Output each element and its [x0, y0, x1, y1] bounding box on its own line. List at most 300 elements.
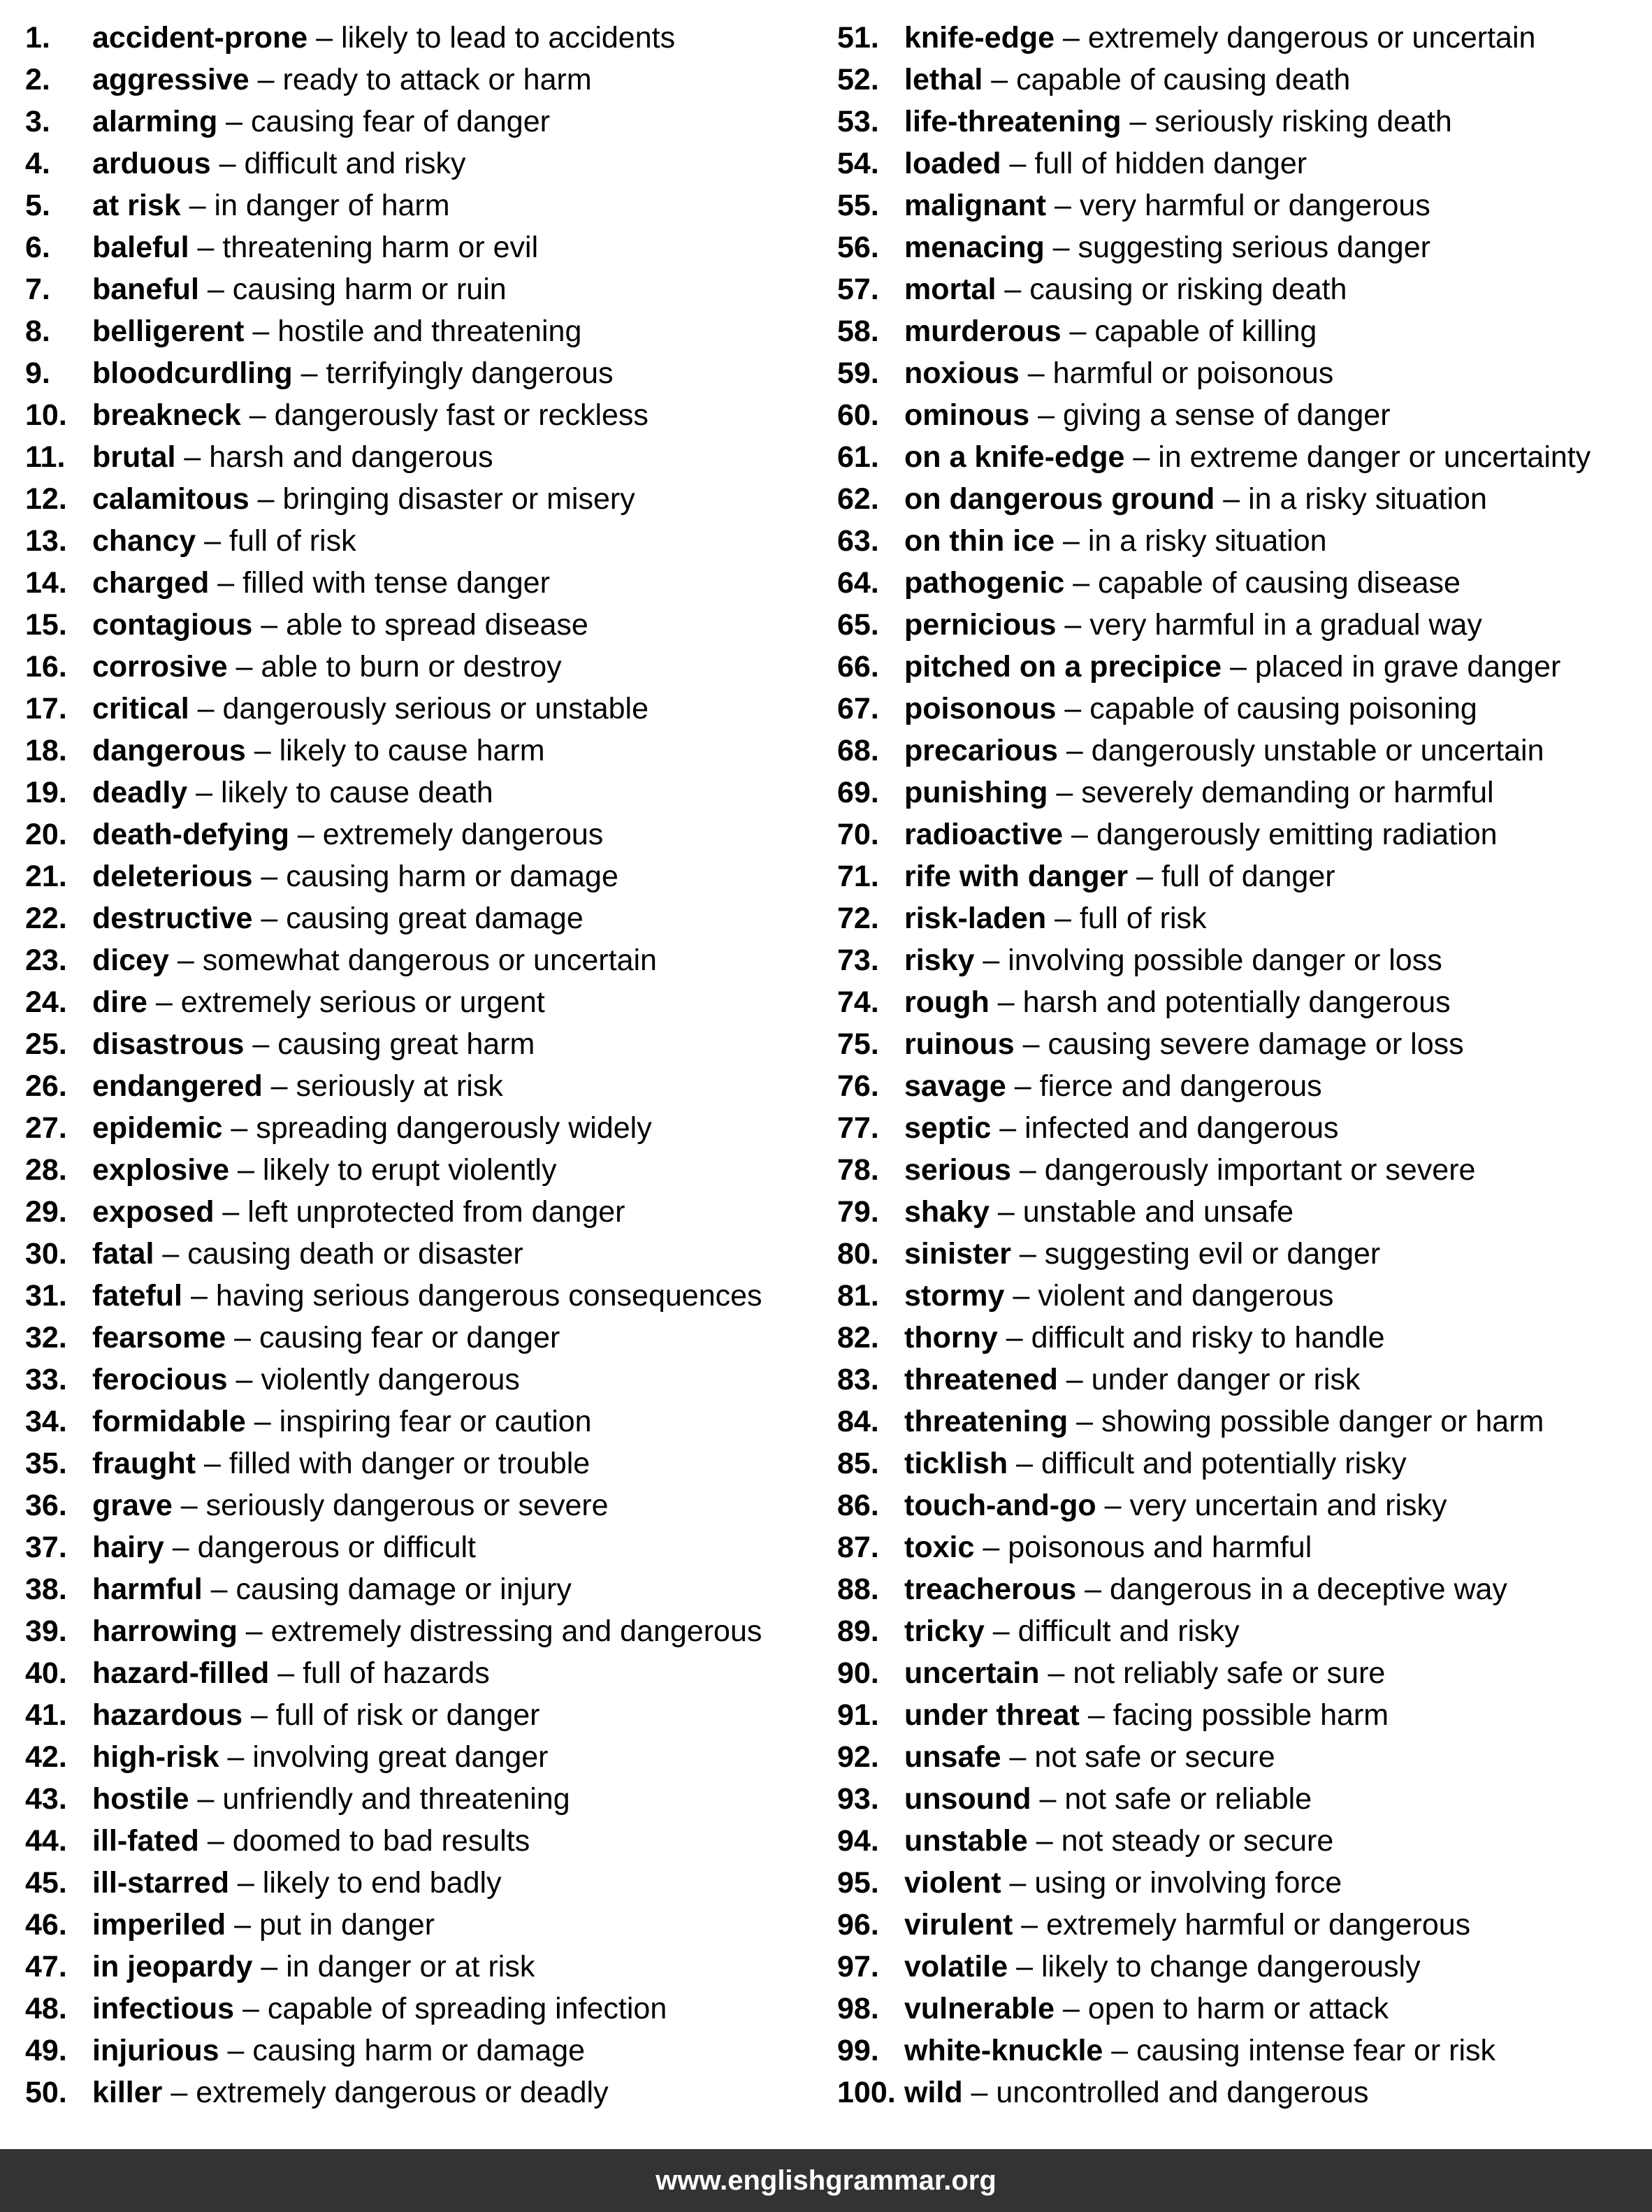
- item-text: [92, 981, 545, 1023]
- item-definition: full of risk: [1079, 902, 1207, 935]
- item-separator: –: [154, 1237, 188, 1271]
- item-text: [904, 352, 1333, 394]
- item-separator: –: [1001, 147, 1035, 180]
- item-separator: –: [1055, 1992, 1088, 2025]
- item-separator: –: [962, 2076, 997, 2109]
- item-text: [904, 226, 1430, 268]
- item-separator: –: [991, 1111, 1025, 1145]
- item-separator: –: [252, 860, 287, 893]
- item-word: dangerous: [92, 734, 246, 767]
- item-separator: –: [1029, 398, 1063, 432]
- item-separator: –: [229, 1153, 263, 1187]
- item-text: [92, 1107, 652, 1149]
- item-text: [904, 1988, 1389, 2030]
- item-definition: capable of causing death: [1016, 63, 1351, 96]
- item-text: [92, 1317, 560, 1359]
- item-word: poisonous: [904, 692, 1057, 725]
- list-item: [837, 1652, 1648, 1694]
- item-separator: –: [249, 63, 283, 96]
- item-text: [92, 1988, 667, 2030]
- item-number: 99.: [837, 2034, 879, 2067]
- list-item: [25, 1023, 829, 1065]
- item-word: charged: [92, 566, 210, 600]
- item-text: [904, 101, 1452, 143]
- item-number: 81.: [837, 1279, 879, 1313]
- item-definition: having serious dangerous consequences: [215, 1279, 762, 1313]
- item-text: [904, 520, 1327, 562]
- item-definition: fierce and dangerous: [1039, 1069, 1322, 1103]
- item-definition: dangerous in a deceptive way: [1109, 1573, 1507, 1606]
- item-word: septic: [904, 1111, 992, 1145]
- list-item: [837, 1484, 1648, 1526]
- item-word: tricky: [904, 1614, 985, 1648]
- item-text: [92, 2030, 585, 2072]
- list-item: [25, 814, 829, 855]
- item-word: shaky: [904, 1195, 990, 1229]
- item-definition: doomed to bad results: [232, 1824, 530, 1858]
- item-number: 62.: [837, 482, 879, 516]
- list-item: [837, 1233, 1648, 1275]
- item-separator: –: [1121, 105, 1155, 138]
- list-item: [837, 897, 1648, 939]
- item-text: [92, 268, 507, 310]
- item-word: ominous: [904, 398, 1030, 432]
- item-number: 54.: [837, 147, 879, 180]
- list-item: [837, 1107, 1648, 1149]
- item-number: 44.: [25, 1824, 67, 1858]
- item-text: [92, 1694, 539, 1736]
- item-separator: –: [1008, 1950, 1041, 1983]
- list-item: [25, 268, 829, 310]
- item-text: [904, 310, 1317, 352]
- item-number: 19.: [25, 776, 67, 809]
- item-number: 12.: [25, 482, 67, 516]
- item-definition: open to harm or attack: [1087, 1992, 1389, 2025]
- list-item: [837, 1820, 1648, 1862]
- item-separator: –: [289, 818, 323, 851]
- item-definition: spreading dangerously widely: [256, 1111, 652, 1145]
- item-text: [92, 394, 649, 436]
- item-word: injurious: [92, 2034, 219, 2067]
- item-text: [904, 1065, 1322, 1107]
- item-word: uncertain: [904, 1656, 1040, 1690]
- item-text: [904, 1610, 1240, 1652]
- list-item: [25, 981, 829, 1023]
- item-number: 48.: [25, 1992, 67, 2025]
- item-separator: –: [974, 1531, 1008, 1564]
- list-item: [837, 185, 1648, 226]
- item-word: baneful: [92, 273, 199, 306]
- item-definition: filled with tense danger: [242, 566, 550, 600]
- item-definition: capable of killing: [1094, 315, 1317, 348]
- item-word: high-risk: [92, 1740, 219, 1774]
- item-word: white-knuckle: [904, 2034, 1103, 2067]
- item-number: 36.: [25, 1489, 67, 1522]
- item-word: chancy: [92, 524, 196, 558]
- item-text: [904, 897, 1207, 939]
- item-number: 88.: [837, 1573, 879, 1606]
- item-word: murderous: [904, 315, 1062, 348]
- item-definition: infected and dangerous: [1024, 1111, 1339, 1145]
- item-separator: –: [198, 1824, 233, 1858]
- item-word: risk-laden: [904, 902, 1047, 935]
- item-definition: seriously dangerous or severe: [205, 1489, 609, 1522]
- list-item: [25, 1317, 829, 1359]
- item-text: [92, 1946, 535, 1988]
- item-text: [904, 562, 1461, 604]
- item-number: 32.: [25, 1321, 67, 1354]
- item-definition: extremely dangerous: [322, 818, 604, 851]
- item-word: noxious: [904, 356, 1020, 390]
- item-text: [904, 1526, 1312, 1568]
- item-text: [92, 814, 603, 855]
- list-item: [837, 143, 1648, 185]
- item-word: lethal: [904, 63, 983, 96]
- item-definition: harsh and potentially dangerous: [1022, 985, 1451, 1019]
- item-word: harmful: [92, 1573, 203, 1606]
- item-number: 74.: [837, 985, 879, 1019]
- item-number: 22.: [25, 902, 67, 935]
- list-item: [25, 562, 829, 604]
- item-number: 25.: [25, 1027, 67, 1061]
- item-definition: placed in grave danger: [1254, 650, 1561, 684]
- item-word: dicey: [92, 944, 169, 977]
- item-definition: able to burn or destroy: [261, 650, 562, 684]
- list-item: [837, 1946, 1648, 1988]
- item-number: 82.: [837, 1321, 879, 1354]
- item-separator: –: [172, 1489, 206, 1522]
- item-separator: –: [227, 650, 261, 684]
- item-number: 97.: [837, 1950, 879, 1983]
- item-number: 16.: [25, 650, 67, 684]
- item-separator: –: [180, 189, 215, 222]
- item-text: [92, 897, 584, 939]
- item-separator: –: [252, 608, 287, 642]
- list-item: [25, 1065, 829, 1107]
- list-item: [25, 730, 829, 772]
- item-word: ill-fated: [92, 1824, 199, 1858]
- item-word: unsound: [904, 1782, 1031, 1816]
- item-number: 27.: [25, 1111, 67, 1145]
- list-item: [25, 185, 829, 226]
- item-number: 51.: [837, 21, 879, 55]
- item-word: malignant: [904, 189, 1047, 222]
- item-definition: uncontrolled and dangerous: [996, 2076, 1369, 2109]
- item-definition: in a risky situation: [1087, 524, 1327, 558]
- footer-website: www.englishgrammar.org: [655, 2165, 997, 2196]
- item-word: infectious: [92, 1992, 235, 2025]
- item-definition: dangerously important or severe: [1044, 1153, 1476, 1187]
- list-item: [837, 17, 1648, 59]
- item-number: 1.: [25, 21, 50, 55]
- item-text: [904, 1233, 1380, 1275]
- item-number: 4.: [25, 147, 50, 180]
- item-word: stormy: [904, 1279, 1005, 1313]
- item-number: 33.: [25, 1363, 67, 1396]
- item-text: [904, 1191, 1294, 1233]
- item-definition: unfriendly and threatening: [222, 1782, 570, 1816]
- item-separator: –: [1079, 1698, 1113, 1732]
- item-definition: suggesting serious danger: [1078, 231, 1430, 264]
- item-number: 66.: [837, 650, 879, 684]
- item-text: [904, 394, 1391, 436]
- item-word: imperiled: [92, 1908, 226, 1942]
- item-word: ill-starred: [92, 1866, 229, 1900]
- item-definition: very harmful or dangerous: [1079, 189, 1430, 222]
- item-word: pathogenic: [904, 566, 1065, 600]
- item-text: [904, 646, 1560, 688]
- item-number: 31.: [25, 1279, 67, 1313]
- item-separator: –: [175, 440, 210, 474]
- item-separator: –: [210, 147, 245, 180]
- list-item: [25, 1988, 829, 2030]
- list-item: [25, 1275, 829, 1317]
- item-separator: –: [1057, 734, 1092, 767]
- item-text: [904, 1359, 1360, 1401]
- list-item: [837, 478, 1648, 520]
- item-definition: dangerously unstable or uncertain: [1091, 734, 1544, 767]
- item-separator: –: [209, 566, 243, 600]
- item-word: virulent: [904, 1908, 1013, 1942]
- item-text: [904, 1317, 1385, 1359]
- item-number: 85.: [837, 1447, 879, 1480]
- item-text: [904, 1484, 1447, 1526]
- item-separator: –: [196, 524, 230, 558]
- list-item: [25, 1778, 829, 1820]
- list-item: [837, 1065, 1648, 1107]
- list-item: [25, 1149, 829, 1191]
- item-number: 57.: [837, 273, 879, 306]
- item-word: hazardous: [92, 1698, 243, 1732]
- item-separator: –: [227, 1363, 261, 1396]
- list-item: [25, 1526, 829, 1568]
- item-word: threatened: [904, 1363, 1058, 1396]
- item-separator: –: [1076, 1573, 1110, 1606]
- item-separator: –: [245, 734, 280, 767]
- item-separator: –: [1010, 1237, 1045, 1271]
- item-number: 86.: [837, 1489, 879, 1522]
- item-number: 11.: [25, 440, 66, 474]
- item-number: 87.: [837, 1531, 879, 1564]
- item-word: violent: [904, 1866, 1001, 1900]
- item-number: 67.: [837, 692, 879, 725]
- item-number: 3.: [25, 105, 50, 138]
- item-text: [92, 1778, 570, 1820]
- item-word: fearsome: [92, 1321, 226, 1354]
- item-number: 95.: [837, 1866, 879, 1900]
- item-text: [904, 855, 1335, 897]
- item-separator: –: [214, 1195, 248, 1229]
- item-definition: put in danger: [259, 1908, 435, 1942]
- item-text: [904, 1652, 1385, 1694]
- list-item: [837, 688, 1648, 730]
- item-text: [904, 1694, 1389, 1736]
- item-word: hazard-filled: [92, 1656, 270, 1690]
- item-number: 63.: [837, 524, 879, 558]
- item-separator: –: [198, 273, 233, 306]
- item-text: [904, 1443, 1407, 1484]
- list-item: [25, 1862, 829, 1904]
- item-word: accident-prone: [92, 21, 308, 55]
- item-definition: full of risk: [229, 524, 356, 558]
- item-word: ticklish: [904, 1447, 1008, 1480]
- item-word: explosive: [92, 1153, 229, 1187]
- item-separator: –: [974, 944, 1008, 977]
- item-definition: difficult and potentially risky: [1041, 1447, 1407, 1480]
- item-separator: –: [1046, 189, 1080, 222]
- item-word: savage: [904, 1069, 1006, 1103]
- item-definition: hostile and threatening: [277, 315, 582, 348]
- list-item: [25, 1359, 829, 1401]
- item-separator: –: [269, 1656, 303, 1690]
- list-item: [837, 646, 1648, 688]
- item-definition: not reliably safe or sure: [1073, 1656, 1386, 1690]
- item-definition: suggesting evil or danger: [1044, 1237, 1381, 1271]
- item-definition: poisonous and harmful: [1008, 1531, 1312, 1564]
- list-item: [837, 2072, 1648, 2113]
- item-number: 52.: [837, 63, 879, 96]
- item-word: under threat: [904, 1698, 1080, 1732]
- item-word: baleful: [92, 231, 189, 264]
- item-number: 79.: [837, 1195, 879, 1229]
- list-item: [837, 1568, 1648, 1610]
- item-separator: –: [1096, 1489, 1130, 1522]
- item-definition: able to spread disease: [286, 608, 588, 642]
- item-word: critical: [92, 692, 189, 725]
- item-separator: –: [307, 21, 342, 55]
- list-item: [837, 352, 1648, 394]
- item-separator: –: [1057, 1363, 1092, 1396]
- item-number: 28.: [25, 1153, 67, 1187]
- list-item: [837, 1401, 1648, 1443]
- item-definition: causing or risking death: [1029, 273, 1347, 306]
- item-definition: likely to cause harm: [279, 734, 545, 767]
- item-separator: –: [164, 1531, 198, 1564]
- item-separator: –: [1014, 1027, 1048, 1061]
- item-definition: dangerously fast or reckless: [274, 398, 649, 432]
- item-number: 100.: [837, 2076, 896, 2109]
- list-item: [837, 1904, 1648, 1946]
- list-item: [837, 1778, 1648, 1820]
- item-number: 26.: [25, 1069, 67, 1103]
- item-word: alarming: [92, 105, 218, 138]
- list-item: [837, 268, 1648, 310]
- item-word: calamitous: [92, 482, 249, 516]
- item-word: on thin ice: [904, 524, 1055, 558]
- item-definition: in a risky situation: [1248, 482, 1487, 516]
- item-text: [92, 730, 545, 772]
- item-word: risky: [904, 944, 975, 977]
- list-item: [837, 310, 1648, 352]
- item-number: 84.: [837, 1405, 879, 1438]
- item-word: treacherous: [904, 1573, 1077, 1606]
- item-definition: inspiring fear or caution: [279, 1405, 592, 1438]
- item-definition: in extreme danger or uncertainty: [1158, 440, 1591, 474]
- item-text: [92, 520, 356, 562]
- item-word: on a knife-edge: [904, 440, 1125, 474]
- item-definition: full of danger: [1161, 860, 1335, 893]
- right-column: [837, 17, 1648, 2113]
- list-item: [837, 939, 1648, 981]
- item-number: 39.: [25, 1614, 67, 1648]
- item-definition: under danger or risk: [1091, 1363, 1361, 1396]
- item-separator: –: [1056, 692, 1090, 725]
- item-word: precarious: [904, 734, 1058, 767]
- item-word: on dangerous ground: [904, 482, 1215, 516]
- list-item: [25, 1610, 829, 1652]
- item-number: 69.: [837, 776, 879, 809]
- item-word: pitched on a precipice: [904, 650, 1222, 684]
- list-item: [25, 352, 829, 394]
- item-number: 40.: [25, 1656, 67, 1690]
- item-word: arduous: [92, 147, 211, 180]
- list-item: [837, 1862, 1648, 1904]
- list-item: [837, 436, 1648, 478]
- item-definition: ready to attack or harm: [282, 63, 592, 96]
- item-text: [92, 1149, 556, 1191]
- list-item: [25, 1652, 829, 1694]
- item-text: [92, 143, 466, 185]
- item-text: [92, 562, 550, 604]
- list-item: [25, 1401, 829, 1443]
- item-definition: dangerous or difficult: [197, 1531, 476, 1564]
- item-number: 64.: [837, 566, 879, 600]
- item-separator: –: [1215, 482, 1249, 516]
- item-definition: causing fear or danger: [259, 1321, 560, 1354]
- item-separator: –: [229, 1866, 263, 1900]
- item-text: [92, 939, 657, 981]
- item-separator: –: [1008, 1447, 1041, 1480]
- list-item: [25, 101, 829, 143]
- item-text: [904, 143, 1307, 185]
- item-separator: –: [1048, 776, 1082, 809]
- item-text: [92, 1904, 435, 1946]
- item-number: 76.: [837, 1069, 879, 1103]
- list-item: [25, 772, 829, 814]
- item-separator: –: [162, 2076, 196, 2109]
- item-text: [904, 1820, 1333, 1862]
- item-text: [92, 646, 562, 688]
- item-word: epidemic: [92, 1111, 223, 1145]
- item-number: 24.: [25, 985, 67, 1019]
- item-definition: involving possible danger or loss: [1008, 944, 1442, 977]
- item-text: [92, 1275, 762, 1317]
- item-number: 65.: [837, 608, 879, 642]
- item-separator: –: [240, 398, 275, 432]
- item-definition: full of hazards: [303, 1656, 490, 1690]
- item-text: [92, 1401, 592, 1443]
- item-word: aggressive: [92, 63, 249, 96]
- item-number: 58.: [837, 315, 879, 348]
- item-definition: in danger or at risk: [286, 1950, 535, 1983]
- item-definition: causing fear of danger: [251, 105, 550, 138]
- item-text: [92, 59, 592, 101]
- item-text: [92, 1862, 502, 1904]
- item-number: 14.: [25, 566, 67, 600]
- item-number: 68.: [837, 734, 879, 767]
- list-item: [837, 1526, 1648, 1568]
- item-text: [904, 981, 1451, 1023]
- item-definition: full of hidden danger: [1034, 147, 1307, 180]
- list-item: [837, 772, 1648, 814]
- item-separator: –: [983, 63, 1017, 96]
- item-word: sinister: [904, 1237, 1011, 1271]
- item-definition: causing harm or ruin: [232, 273, 507, 306]
- item-separator: –: [189, 692, 223, 725]
- item-number: 41.: [25, 1698, 67, 1732]
- item-number: 46.: [25, 1908, 67, 1942]
- item-text: [92, 1736, 549, 1778]
